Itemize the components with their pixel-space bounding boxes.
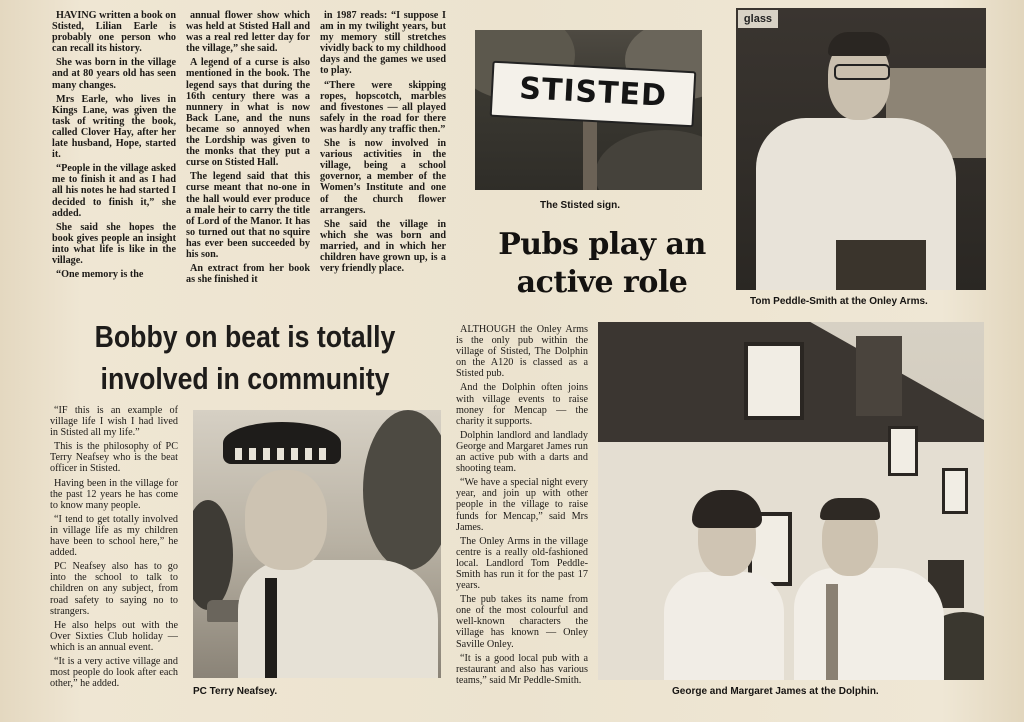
paragraph: Mrs Earle, who lives in Kings Lane, was given the task of writing the book, called Clover Hay, after her late husband, Hope, started it. bbox=[52, 93, 176, 161]
paragraph: The Onley Arms in the village centre is a really old-fashioned local. Landlord Tom Peddle-Smith has run it for the past 17 years. bbox=[456, 535, 588, 592]
paragraph: “IF this is an example of village life I wish I had lived in Stisted all my life.” bbox=[50, 405, 178, 439]
man-hair bbox=[820, 498, 880, 520]
article-column-3 bbox=[320, 10, 446, 277]
cap-checker-band bbox=[235, 448, 331, 460]
man-tie bbox=[826, 584, 838, 680]
officer-tie bbox=[265, 578, 277, 678]
paragraph: She said she hopes the book gives people an insight into what life is like in the village. bbox=[52, 221, 176, 266]
paragraph: “There were skipping ropes, hopscotch, marbles and fivestones — all played safely in the road for there was hardly any traffic then.” bbox=[320, 79, 446, 135]
paragraph: “People in the village asked me to finish it and as I had all his notes he had started I decided to finish it,” she added. bbox=[52, 163, 176, 219]
paragraph: “I tend to get totally involved in village life as my children have been to school here,” he added. bbox=[50, 513, 178, 559]
stisted-sign-board: STISTED bbox=[490, 61, 697, 128]
article-column-1 bbox=[52, 10, 176, 283]
paragraph: An extract from her book as she finished it bbox=[186, 263, 310, 286]
paragraph: annual flower show which was held at Stisted Hall and was a real red letter day for the village,” she said. bbox=[186, 10, 310, 55]
glass-sign: glass bbox=[738, 10, 778, 28]
woman-body bbox=[664, 572, 784, 680]
paragraph: “One memory is the bbox=[56, 269, 144, 281]
bobby-headline: Bobby on beat is totally involved in community bbox=[94, 319, 396, 396]
man-hair bbox=[828, 32, 890, 56]
tom-peddle-smith-photo bbox=[736, 8, 986, 290]
paragraph: The legend said that this curse meant that no-one in the hall would ever produce a male heir to carry the title of Lord of the Manor. It has so turned out that no squire has ever been succeeded by his son. bbox=[186, 171, 310, 260]
tree-shape bbox=[193, 500, 233, 610]
tom-caption: Tom Peddle-Smith at the Onley Arms. bbox=[750, 296, 928, 307]
paragraph: She was born in the village and at 80 years old has seen many changes. bbox=[52, 57, 176, 91]
paragraph: Having been in the village for the past 12 years he has come to know many people. bbox=[50, 477, 178, 511]
beer-pump bbox=[836, 240, 926, 290]
stisted-sign-photo bbox=[475, 30, 702, 190]
paragraph: Dolphin landlord and landlady George and Margaret James run an active pub with a darts and shooting team. bbox=[456, 429, 588, 475]
paragraph: The pub takes its name from one of the most colourful and well-known characters the village has known — Onley Saville Onley. bbox=[456, 594, 588, 650]
article-column-2 bbox=[186, 10, 310, 288]
stisted-sign-caption: The Stisted sign. bbox=[540, 200, 621, 211]
paragraph: And the Dolphin often joins with village events to raise money for Mencap — the charity it supports. bbox=[456, 382, 588, 427]
paragraph: “It is a good local pub with a restaurant and also has various teams,” said Mr Peddle-Smith. bbox=[456, 652, 588, 686]
man-body bbox=[794, 568, 944, 680]
paragraph: She is now involved in various activities in the village, being a school governor, a member of the Women’s Institute and one of the church flower arrangers. bbox=[320, 138, 446, 216]
sign-post bbox=[583, 120, 597, 190]
glasses bbox=[834, 64, 890, 80]
paragraph: HAVING written a book on Stisted, Lilian Earle is probably one person who can recall its history. bbox=[52, 10, 176, 55]
dormer-window bbox=[744, 342, 804, 420]
dolphin-caption: George and Margaret James at the Dolphin. bbox=[672, 686, 879, 697]
pubs-headline: Pubs play an active role bbox=[498, 227, 706, 300]
paragraph: “It is a very active village and most people do look after each other,” he added. bbox=[50, 655, 178, 690]
paragraph: He also helps out with the Over Sixties Club holiday — which is an annual event. bbox=[50, 619, 178, 653]
dolphin-pub-photo bbox=[598, 322, 984, 680]
paragraph: A legend of a curse is also mentioned in the book. The legend says that during the 16th century there was a nunnery in what is now Back Lane, and the nuns became so annoyed when the Lordship was given to the monks that they put a curse on Stisted Hall. bbox=[186, 57, 310, 169]
pc-terry-neafsey-photo bbox=[193, 410, 441, 678]
dormer-window bbox=[888, 426, 918, 476]
officer-face bbox=[245, 470, 327, 570]
chimney bbox=[856, 336, 902, 416]
dormer-window bbox=[942, 468, 968, 514]
paragraph: “We have a special night every year, and join up with other people in the village to raise funds for Mencap,” said Mrs James. bbox=[456, 477, 588, 533]
tree-shape bbox=[363, 410, 441, 570]
paragraph: PC Neafsey also has to go into the school to talk to children on any subject, from road safety to saying no to strangers. bbox=[50, 561, 178, 617]
paragraph: She said the village in which she was born and married, and in which her children have grown up, is a very friendly place. bbox=[320, 218, 446, 275]
paragraph: This is the philosophy of PC Terry Neafsey who is the beat officer in Stisted. bbox=[50, 441, 178, 475]
article-column-4 bbox=[50, 405, 178, 692]
paragraph: in 1987 reads: “I suppose I am in my twilight years, but my memory still stretches vividly back to my childhood days and the games we used to play. bbox=[320, 10, 446, 77]
paragraph: ALTHOUGH the Onley Arms is the only pub within the village of Stisted, The Dolphin on the A120 is classed as a Stisted pub. bbox=[456, 324, 588, 380]
foliage-shape bbox=[595, 130, 702, 190]
pc-caption: PC Terry Neafsey. bbox=[193, 686, 278, 697]
article-column-5 bbox=[456, 324, 588, 689]
